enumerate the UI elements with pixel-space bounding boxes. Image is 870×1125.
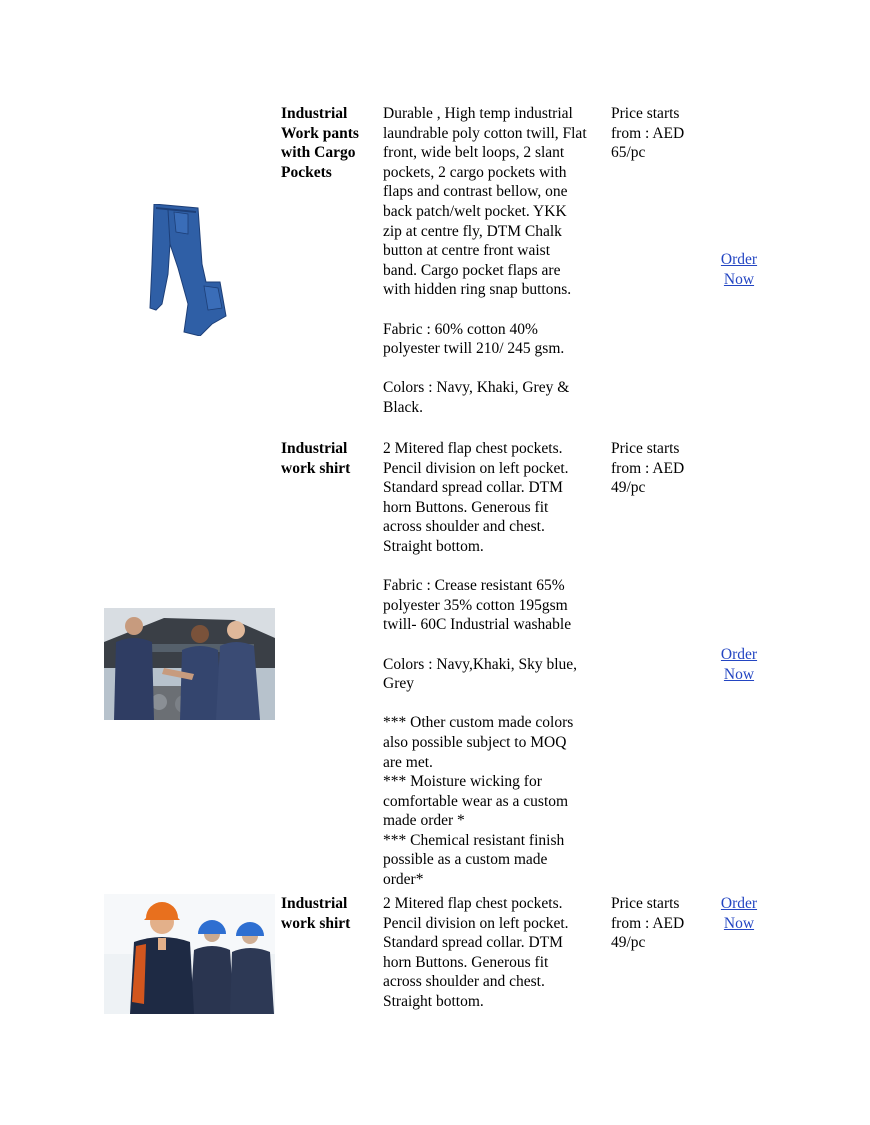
mechanics-group-photo [104,608,275,720]
description-line: *** Other custom made colors [383,714,574,732]
product-name [281,439,379,478]
description-line: back patch/welt pocket. YKK [383,202,567,220]
description-line: also possible subject to MOQ [383,733,567,751]
description-line: Straight bottom. [383,992,484,1010]
description-line: pockets, 2 cargo pockets with [383,163,567,181]
description-paragraph [383,576,609,635]
description-line: Colors : Navy,Khaki, Sky blue, [383,655,578,673]
description-line: Straight bottom. [383,537,484,555]
description-line: 2 Mitered flap chest pockets. [383,895,563,912]
price-line: from : AED [611,459,685,477]
order-now-link[interactable] [709,250,769,289]
description-line: flaps and contrast bellow, one [383,183,568,201]
description-line: zip at centre fly, DTM Chalk [383,222,562,240]
work-pants-photo [148,204,230,336]
description-line: polyester 35% cotton 195gsm [383,596,568,614]
description-paragraph [383,104,609,300]
order-now-link-text[interactable]: Order Now [720,251,758,288]
product-price [611,894,711,953]
product-name [281,104,379,182]
description-line: horn Buttons. Generous fit [383,953,549,971]
description-line: are met. [383,753,433,771]
description-line: across shoulder and chest. [383,973,545,991]
product-name-line: with Cargo [281,144,356,162]
price-line: 49/pc [611,934,646,952]
description-line: laundrable poly cotton twill, Flat [383,124,587,142]
price-line: Price starts [611,895,680,912]
description-paragraph [383,894,609,1012]
description-line: made order * [383,812,465,830]
order-now-link-text[interactable]: Order Now [720,646,758,683]
description-line: Pencil division on left pocket. [383,459,569,477]
description-line: Black. [383,398,424,416]
description-paragraph [383,378,609,417]
description-line: *** Chemical resistant finish [383,831,565,849]
order-now-link[interactable] [709,645,769,684]
description-line: possible as a custom made [383,851,548,869]
description-line: polyester twill 210/ 245 gsm. [383,340,565,358]
description-line: twill- 60C Industrial washable [383,616,572,634]
description-line: Grey [383,675,414,693]
product-row-work-shirt [0,439,870,891]
description-line: front, wide belt loops, 2 slant [383,144,565,162]
description-line: Durable , High temp industrial [383,105,573,122]
price-line: 49/pc [611,479,646,497]
product-name-line: Industrial [281,440,348,457]
product-name-line: work shirt [281,459,351,477]
order-now-link-text[interactable]: Order Now [720,895,758,932]
description-line: horn Buttons. Generous fit [383,498,549,516]
product-price [611,439,711,498]
description-line: Standard spread collar. DTM [383,479,563,497]
product-name-line: Work pants [281,124,359,142]
product-name-line: Industrial [281,105,348,122]
product-name [281,894,379,933]
description-line: with hidden ring snap buttons. [383,281,572,299]
product-description [383,104,609,418]
description-line: order* [383,871,424,889]
price-line: Price starts [611,105,680,122]
order-now-link[interactable] [709,894,769,933]
product-description [383,894,609,1012]
price-line: from : AED [611,124,685,142]
price-line: from : AED [611,914,685,932]
product-name-line: Pockets [281,163,332,181]
description-line: comfortable wear as a custom [383,792,569,810]
description-line: Pencil division on left pocket. [383,914,569,932]
description-line: across shoulder and chest. [383,518,545,536]
description-line: Colors : Navy, Khaki, Grey & [383,379,570,397]
description-line: Standard spread collar. DTM [383,934,563,952]
description-line: *** Moisture wicking for [383,773,542,791]
description-line: Fabric : 60% cotton 40% [383,320,538,338]
description-line: Fabric : Crease resistant 65% [383,577,565,595]
description-line: band. Cargo pocket flaps are [383,261,561,279]
price-line: Price starts [611,440,680,457]
product-name-line: work shirt [281,914,351,932]
description-paragraph [383,655,609,694]
price-line: 65/pc [611,144,646,162]
description-paragraph [383,713,609,889]
description-line: button at centre front waist [383,242,551,260]
description-paragraph [383,439,609,557]
description-paragraph [383,320,609,359]
product-description [383,439,609,890]
description-line: 2 Mitered flap chest pockets. [383,440,563,457]
product-price [611,104,711,163]
workers-hardhat-photo [104,894,275,1014]
product-name-line: Industrial [281,895,348,912]
product-row-work-shirt-2 [0,894,870,1024]
product-row-work-pants [0,104,870,424]
